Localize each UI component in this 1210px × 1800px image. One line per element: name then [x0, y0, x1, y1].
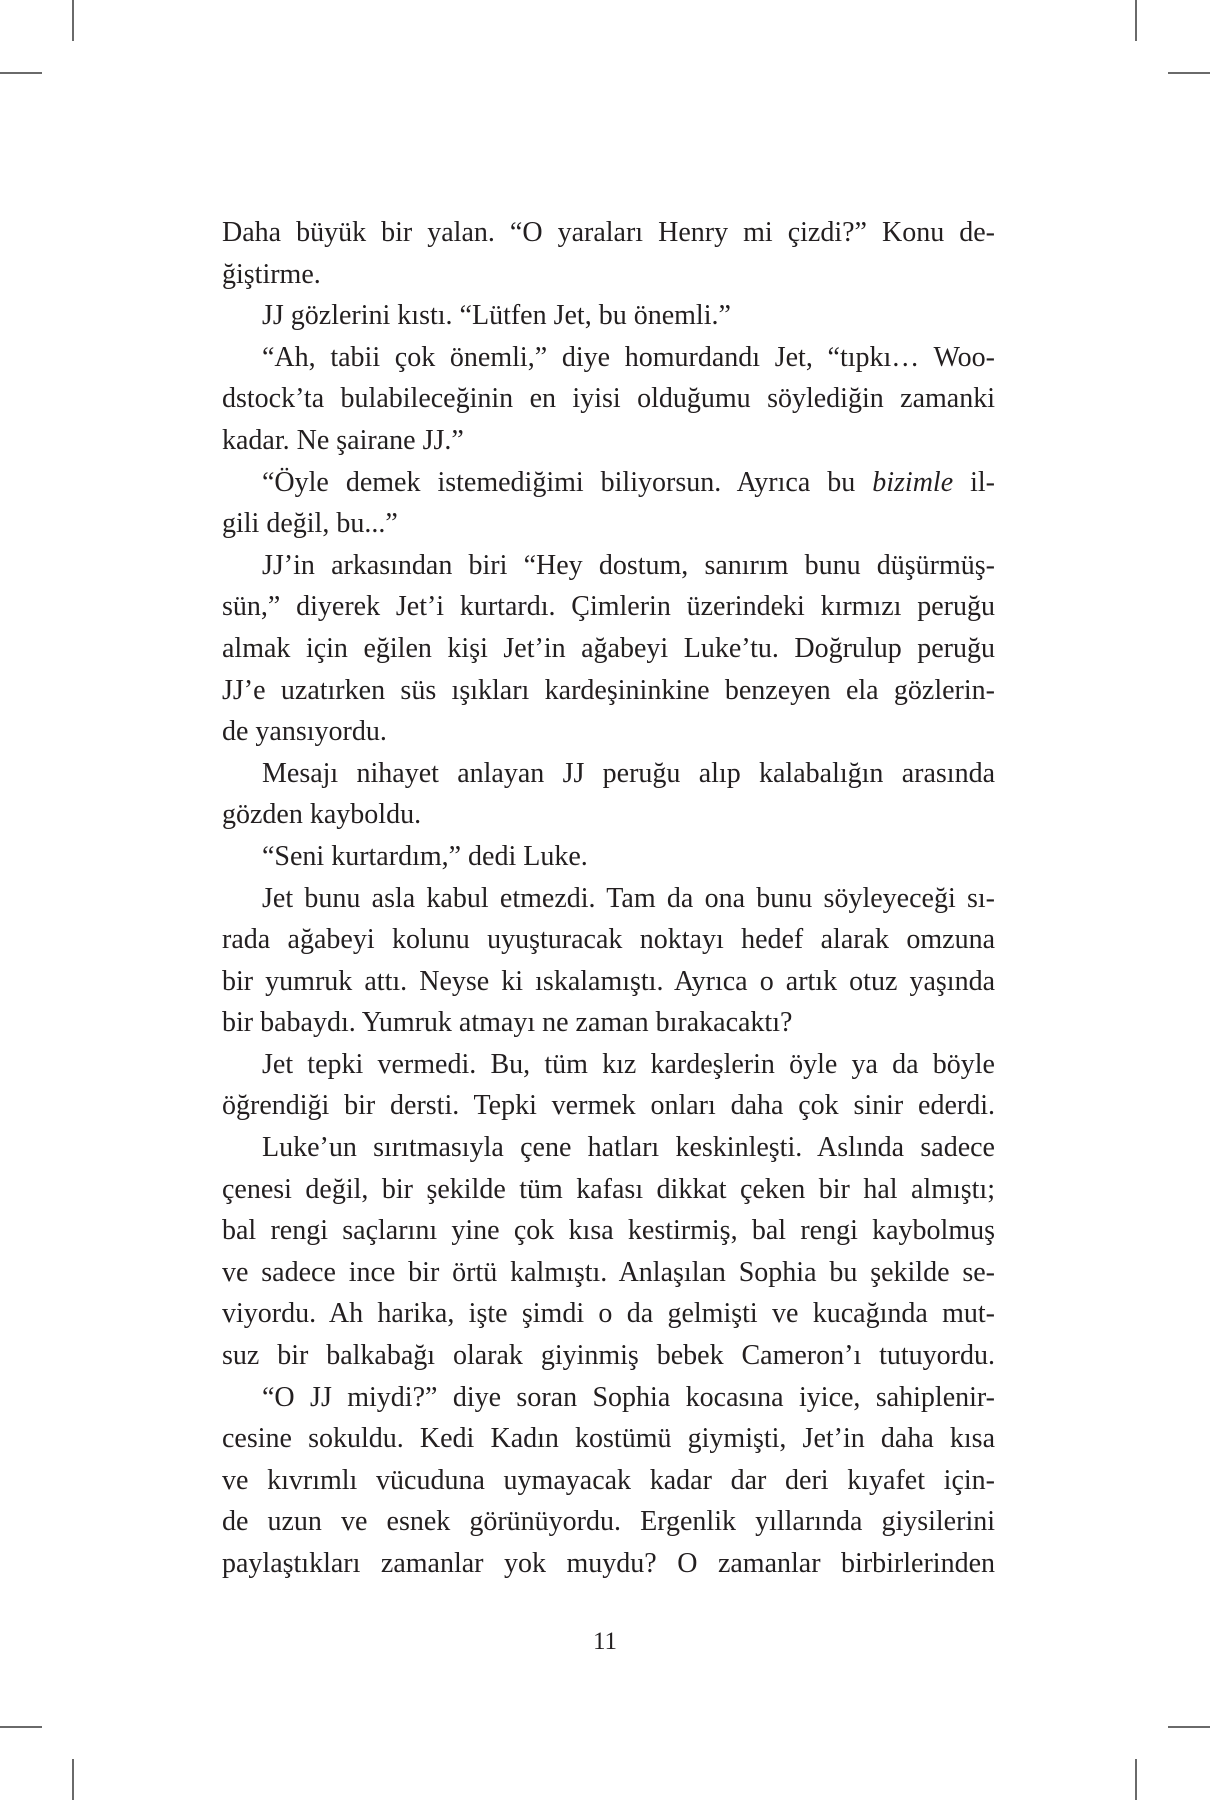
text-line: öğrendiği bir dersti. Tepki vermek onları daha çok sinir ederdi. — [222, 1090, 995, 1122]
text-line: Mesajı nihayet anlayan JJ peruğu alıp kalabalığın arasında — [262, 757, 995, 789]
text-line: JJ’in arkasından biri “Hey dostum, sanırım bunu düşürmüş- — [262, 549, 995, 581]
text-line: bir yumruk attı. Neyse ki ıskalamıştı. Ayrıca o artık otuz yaşında — [222, 965, 995, 997]
text-line: de uzun ve esnek görünüyordu. Ergenlik yıllarında giysilerini — [222, 1506, 995, 1538]
text-line: almak için eğilen kişi Jet’in ağabeyi Luke’tu. Doğrulup peruğu — [222, 632, 995, 664]
text-line: JJ’e uzatırken süs ışıkları kardeşininkine benzeyen ela gözlerin- — [222, 674, 995, 706]
text-line: cesine sokuldu. Kedi Kadın kostümü giymişti, Jet’in daha kısa — [222, 1423, 995, 1455]
text-line: rada ağabeyi kolunu uyuşturacak noktayı hedef alarak omzuna — [222, 924, 995, 956]
text-line: JJ gözlerini kıstı. “Lütfen Jet, bu önemli.” — [262, 300, 731, 332]
text-line: ve sadece ince bir örtü kalmıştı. Anlaşılan Sophia bu şekilde se- — [222, 1256, 995, 1288]
text-line: bal rengi saçlarını yine çok kısa kestirmiş, bal rengi kaybolmuş — [222, 1215, 995, 1247]
text-segment: il- — [953, 466, 995, 498]
crop-mark-top-right-horizontal — [1168, 72, 1210, 74]
crop-mark-bottom-right-horizontal — [1168, 1726, 1210, 1728]
page-number: 11 — [592, 1628, 618, 1655]
text-line: “O JJ miydi?” diye soran Sophia kocasına iyice, sahiplenir- — [262, 1381, 995, 1413]
text-line — [222, 462, 995, 504]
body-text — [222, 212, 995, 1585]
italic-text-segment: bizimle — [872, 466, 954, 498]
text-line: kadar. Ne şairane JJ.” — [222, 424, 464, 456]
text-line: viyordu. Ah harika, işte şimdi o da gelmişti ve kucağında mut- — [222, 1298, 995, 1330]
text-line: Jet bunu asla kabul etmezdi. Tam da ona bunu söyleyeceği sı- — [262, 882, 995, 914]
text-line: Jet tepki vermedi. Bu, tüm kız kardeşlerin öyle ya da böyle — [262, 1048, 995, 1080]
text-line: paylaştıkları zamanlar yok muydu? O zamanlar birbirlerinden — [222, 1548, 995, 1579]
text-line: bir babaydı. Yumruk atmayı ne zaman bırakacaktı? — [222, 1007, 793, 1039]
text-line: “Seni kurtardım,” dedi Luke. — [262, 840, 588, 872]
crop-mark-bottom-right-vertical — [1135, 1759, 1137, 1800]
crop-mark-top-right-vertical — [1135, 0, 1137, 41]
text-line: sün,” diyerek Jet’i kurtardı. Çimlerin üzerindeki kırmızı peruğu — [222, 591, 995, 623]
crop-mark-bottom-left-horizontal — [0, 1726, 42, 1728]
text-segment: “Öyle demek istemediğimi biliyorsun. Ayrıca bu — [262, 466, 873, 498]
text-line: suz bir balkabağı olarak giyinmiş bebek Cameron’ı tutuyordu. — [222, 1340, 995, 1372]
text-line: gili değil, bu...” — [222, 508, 398, 540]
text-line: “Ah, tabii çok önemli,” diye homurdandı Jet, “tıpkı… Woo- — [262, 341, 995, 373]
text-line: de yansıyordu. — [222, 716, 387, 748]
text-line: ve kıvrımlı vücuduna uymayacak kadar dar deri kıyafet için- — [222, 1464, 995, 1496]
crop-mark-bottom-left-vertical — [72, 1759, 74, 1800]
text-line: gözden kayboldu. — [222, 799, 422, 831]
text-line: dstock’ta bulabileceğinin en iyisi olduğumu söylediğin zamanki — [222, 383, 995, 415]
text-line: ğiştirme. — [222, 258, 321, 290]
text-line: Daha büyük bir yalan. “O yaraları Henry mi çizdi?” Konu de- — [222, 217, 995, 248]
crop-mark-top-left-horizontal — [0, 72, 42, 74]
text-line: Luke’un sırıtmasıyla çene hatları keskinleşti. Aslında sadece — [262, 1132, 995, 1164]
text-line: çenesi değil, bir şekilde tüm kafası dikkat çeken bir hal almıştı; — [222, 1173, 995, 1205]
crop-mark-top-left-vertical — [72, 0, 74, 41]
